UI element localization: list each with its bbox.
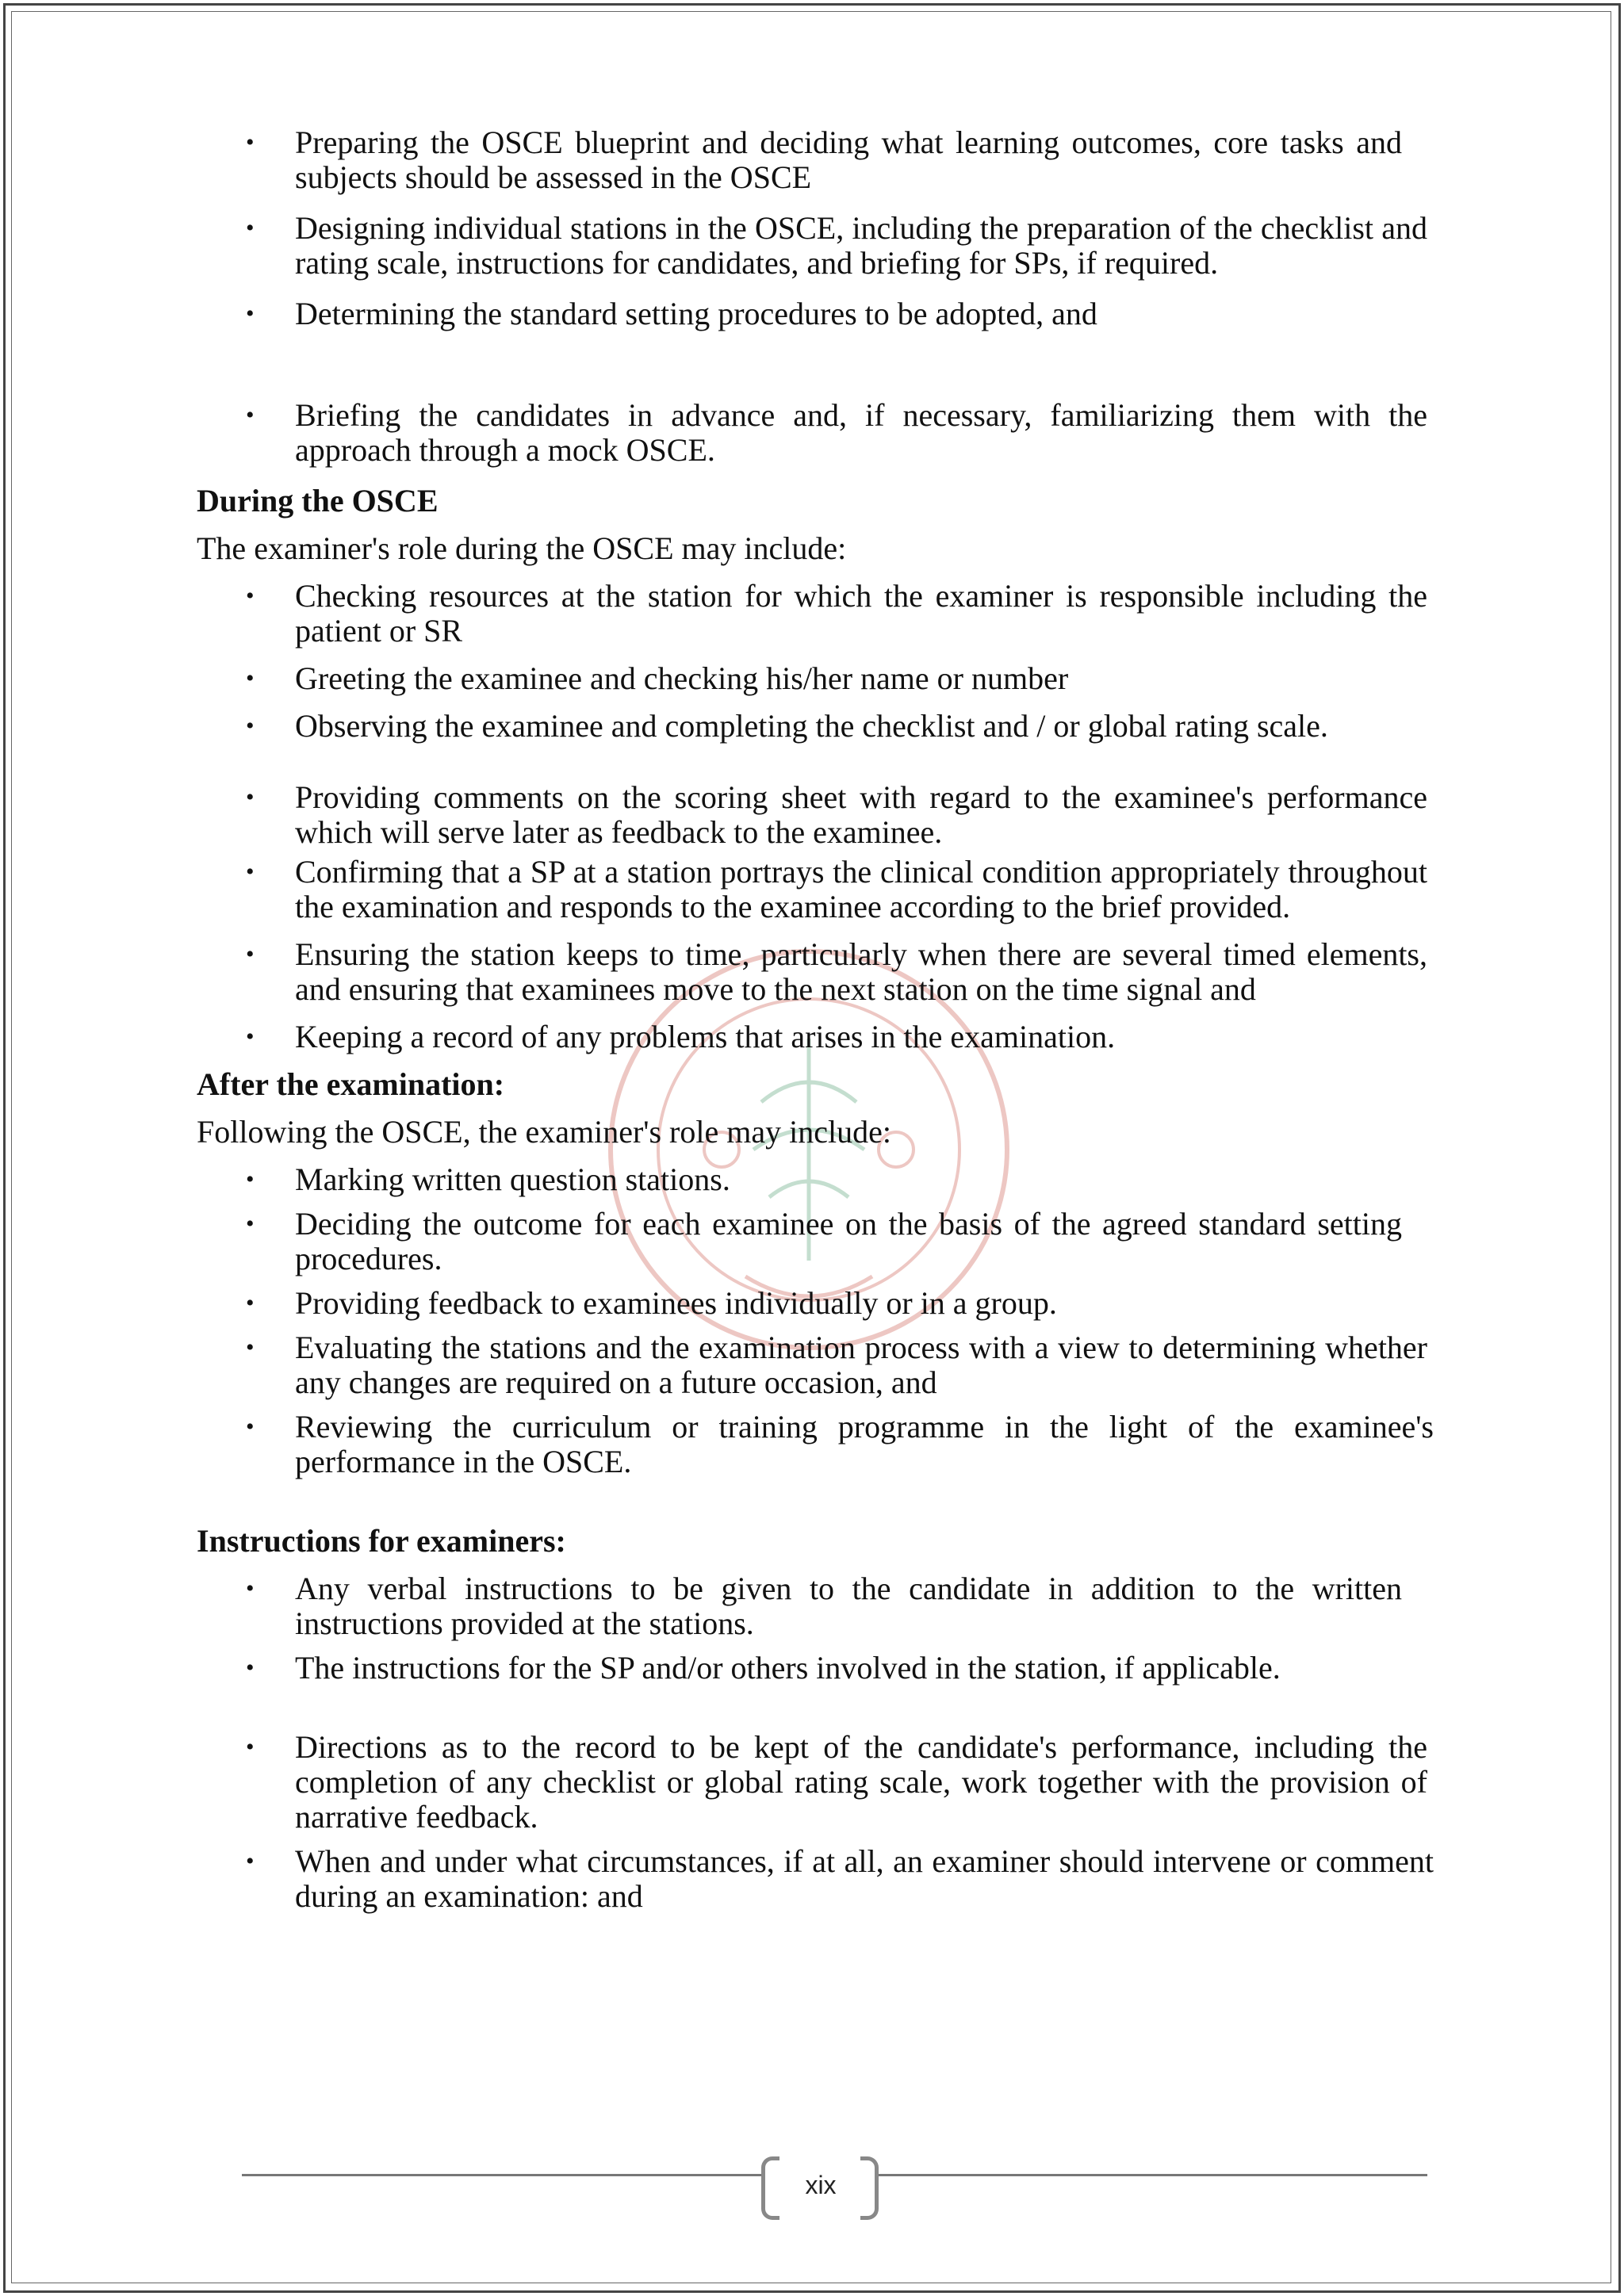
bullet-icon: • (246, 1211, 255, 1237)
footer-bracket-left (761, 2156, 779, 2220)
bullet-icon: • (246, 941, 255, 967)
examiner-preparation-list (197, 125, 1427, 468)
list-item: • Determining the standard setting procedures to be adopted, and (246, 296, 1097, 331)
list-item: • Deciding the outcome for each examinee on the basis of the agreed standard setting procedures. (246, 1206, 1402, 1276)
section-intro-after: Following the OSCE, the examiner's role may include: (197, 1114, 891, 1150)
list-item: • Briefing the candidates in advance and, if necessary, familiarizing them with the approach through a mock OSCE. (246, 397, 1427, 468)
list-item: • Designing individual stations in the OSCE, including the preparation of the checklist and rating scale, instructions for candidates, and briefing for SPs, if required. (246, 210, 1427, 281)
list-item: • Confirming that a SP at a station portrays the clinical condition appropriately throughout the examination and responds to the examinee according to the brief provided. (246, 854, 1427, 924)
bullet-icon: • (246, 1166, 255, 1192)
footer-rule-left (242, 2174, 761, 2176)
bullet-icon: • (246, 713, 255, 739)
after-examination-list (197, 1161, 1434, 1479)
bullet-icon: • (246, 215, 255, 241)
bullet-icon: • (246, 129, 255, 155)
bullet-icon: • (246, 583, 255, 609)
list-item: • Evaluating the stations and the examination process with a view to determining whether any changes are required on a future occasion, and (246, 1330, 1427, 1400)
list-item: • When and under what circumstances, if at all, an examiner should intervene or comment during an examination: and (246, 1843, 1434, 1914)
section-heading-instructions: Instructions for examiners: (197, 1523, 566, 1559)
bullet-icon: • (246, 665, 255, 691)
list-item: • Greeting the examinee and checking his/her name or number (246, 660, 1069, 696)
document-body (197, 124, 1434, 1923)
bullet-icon: • (246, 1414, 255, 1440)
list-item: • Any verbal instructions to be given to the candidate in addition to the written instructions provided at the stations. (246, 1571, 1402, 1641)
bullet-icon: • (246, 1575, 255, 1601)
section-heading-during: During the OSCE (197, 483, 439, 519)
list-item: • Preparing the OSCE blueprint and deciding what learning outcomes, core tasks and subjects should be assessed in the OSCE (246, 124, 1402, 195)
list-item: • Reviewing the curriculum or training programme in the light of the examinee's performance in the OSCE. (246, 1409, 1434, 1479)
footer-bracket-right (860, 2156, 879, 2220)
bullet-icon: • (246, 859, 255, 885)
list-item: • Ensuring the station keeps to time, particularly when there are several timed elements, and ensuring that examinees move to the next station on the time signal and (246, 936, 1427, 1007)
bullet-icon: • (246, 1734, 255, 1760)
list-item: • Providing feedback to examinees individually or in a group. (246, 1285, 1057, 1321)
bullet-icon: • (246, 1848, 255, 1874)
bullet-icon: • (246, 1024, 255, 1050)
list-item: • Keeping a record of any problems that arises in the examination. (246, 1019, 1116, 1054)
bullet-icon: • (246, 784, 255, 810)
list-item: • The instructions for the SP and/or others involved in the station, if applicable. (246, 1650, 1281, 1686)
during-osce-list (197, 579, 1427, 1054)
instructions-for-examiners-list (197, 1571, 1434, 1914)
section-heading-after: After the examination: (197, 1066, 505, 1102)
footer-rule-right (876, 2174, 1427, 2176)
bullet-icon: • (246, 300, 255, 327)
section-intro-during: The examiner's role during the OSCE may include: (197, 530, 847, 566)
bullet-icon: • (246, 1655, 255, 1681)
bullet-icon: • (246, 1290, 255, 1316)
list-item: • Observing the examinee and completing the checklist and / or global rating scale. (246, 708, 1328, 744)
bullet-icon: • (246, 1334, 255, 1360)
list-item: • Providing comments on the scoring sheet with regard to the examinee's performance which will serve later as feedback to the examinee. (246, 779, 1427, 850)
bullet-icon: • (246, 402, 255, 428)
list-item: • Marking written question stations. (246, 1161, 730, 1197)
list-item: • Directions as to the record to be kept of the candidate's performance, including the completion of any checklist or global rating scale, work together with the provision of narrative feedback. (246, 1729, 1427, 1835)
page-number: xix (805, 2171, 837, 2199)
list-item: • Checking resources at the station for which the examiner is responsible including the patient or SR (246, 578, 1427, 649)
